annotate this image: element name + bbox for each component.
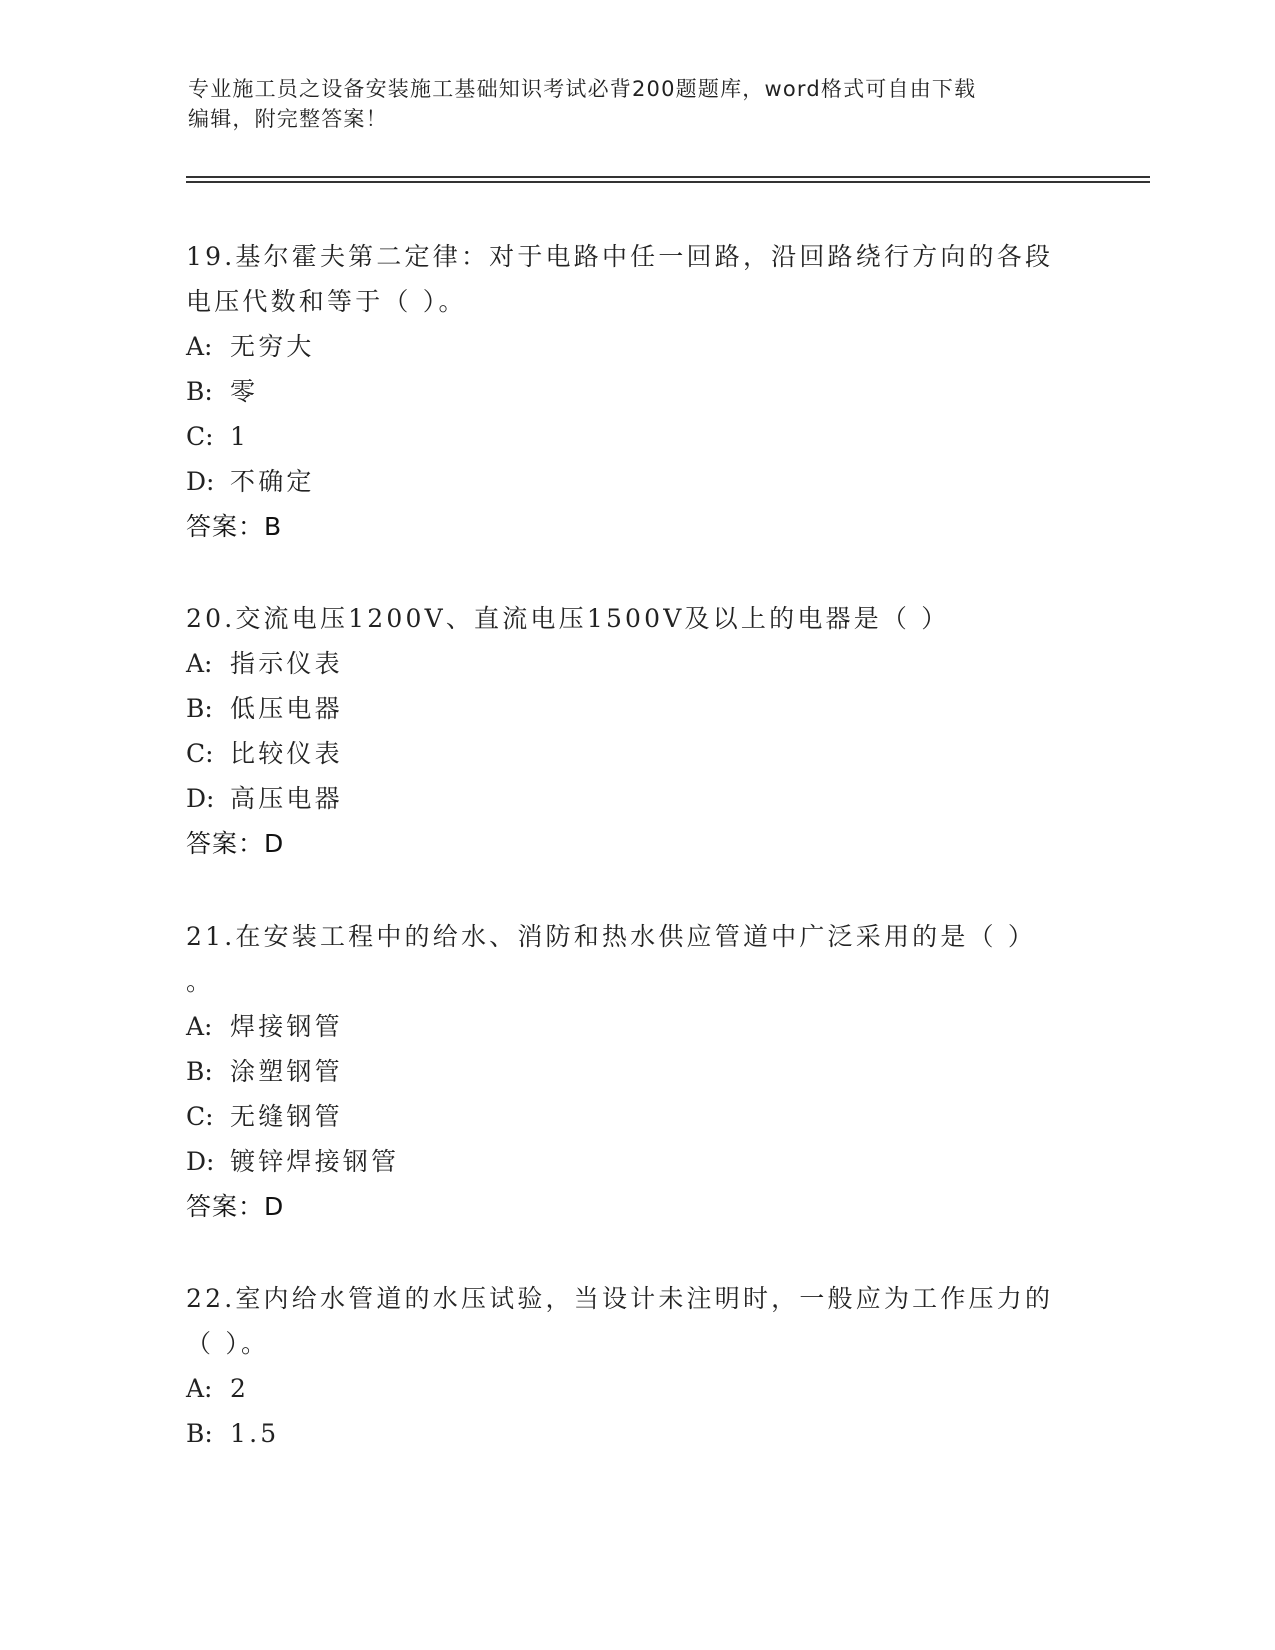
option-d: [186, 459, 1066, 504]
option-b: [186, 1049, 1066, 1094]
option-label: A:: [186, 1374, 213, 1403]
option-text: 比较仪表: [230, 739, 343, 768]
option-a: [186, 641, 1066, 686]
option-text: 2: [230, 1374, 250, 1403]
option-b: [186, 1411, 1066, 1456]
question-20: [186, 596, 1066, 866]
option-text: 焊接钢管: [230, 1012, 343, 1041]
option-text: 无穷大: [230, 332, 315, 361]
option-text: 指示仪表: [230, 649, 343, 678]
option-a: [186, 324, 1066, 369]
option-text: 1: [230, 422, 250, 451]
option-label: A:: [186, 649, 213, 678]
option-label: A:: [186, 332, 213, 361]
question-stem-line-2: 电压代数和等于（ ）。: [186, 287, 467, 316]
header-divider-bottom: [186, 181, 1150, 183]
question-stem-line-1: 19.基尔霍夫第二定律：对于电路中任一回路，沿回路绕行方向的各段: [186, 242, 1054, 271]
option-b: [186, 369, 1066, 414]
answer: 答案：D: [186, 1192, 285, 1221]
question-stem-line-2: （ ）。: [186, 1329, 270, 1358]
option-text: 低压电器: [230, 694, 343, 723]
option-label: D:: [186, 467, 215, 496]
question-stem-line-1: 21.在安装工程中的给水、消防和热水供应管道中广泛采用的是（ ）: [186, 922, 1037, 951]
option-label: D:: [186, 784, 215, 813]
option-text: 不确定: [230, 467, 315, 496]
question-stem-line-1: 20.交流电压1200V、直流电压1500V及以上的电器是（ ）: [186, 604, 950, 633]
option-label: B:: [186, 1057, 213, 1086]
option-label: D:: [186, 1147, 215, 1176]
option-a: [186, 1004, 1066, 1049]
option-text: 高压电器: [230, 784, 343, 813]
option-d: [186, 1139, 1066, 1184]
question-stem-line-1: 22.室内给水管道的水压试验，当设计未注明时，一般应为工作压力的: [186, 1284, 1054, 1313]
option-label: B:: [186, 377, 213, 406]
option-text: 镀锌焊接钢管: [230, 1147, 400, 1176]
option-label: B:: [186, 694, 213, 723]
option-c: [186, 414, 1066, 459]
option-text: 零: [230, 377, 259, 406]
option-a: [186, 1366, 1066, 1411]
option-b: [186, 686, 1066, 731]
option-d: [186, 776, 1066, 821]
header-line-1: 专业施工员之设备安装施工基础知识考试必背200题题库，word格式可自由下载: [188, 77, 977, 101]
answer: 答案：D: [186, 829, 285, 858]
question-19: [186, 234, 1066, 549]
option-label: C:: [186, 739, 214, 768]
answer: 答案：B: [186, 512, 283, 541]
option-text: 涂塑钢管: [230, 1057, 343, 1086]
question-21: [186, 914, 1066, 1229]
option-text: 1.5: [230, 1419, 280, 1448]
question-stem-line-2: 。: [186, 967, 215, 996]
header-line-2: 编辑，附完整答案！: [188, 107, 388, 131]
header-divider-top: [186, 176, 1150, 178]
option-label: C:: [186, 1102, 214, 1131]
option-text: 无缝钢管: [230, 1102, 343, 1131]
question-22: [186, 1276, 1066, 1456]
option-label: B:: [186, 1419, 213, 1448]
option-label: A:: [186, 1012, 213, 1041]
option-c: [186, 1094, 1066, 1139]
document-header: [188, 74, 1068, 134]
option-label: C:: [186, 422, 214, 451]
option-c: [186, 731, 1066, 776]
